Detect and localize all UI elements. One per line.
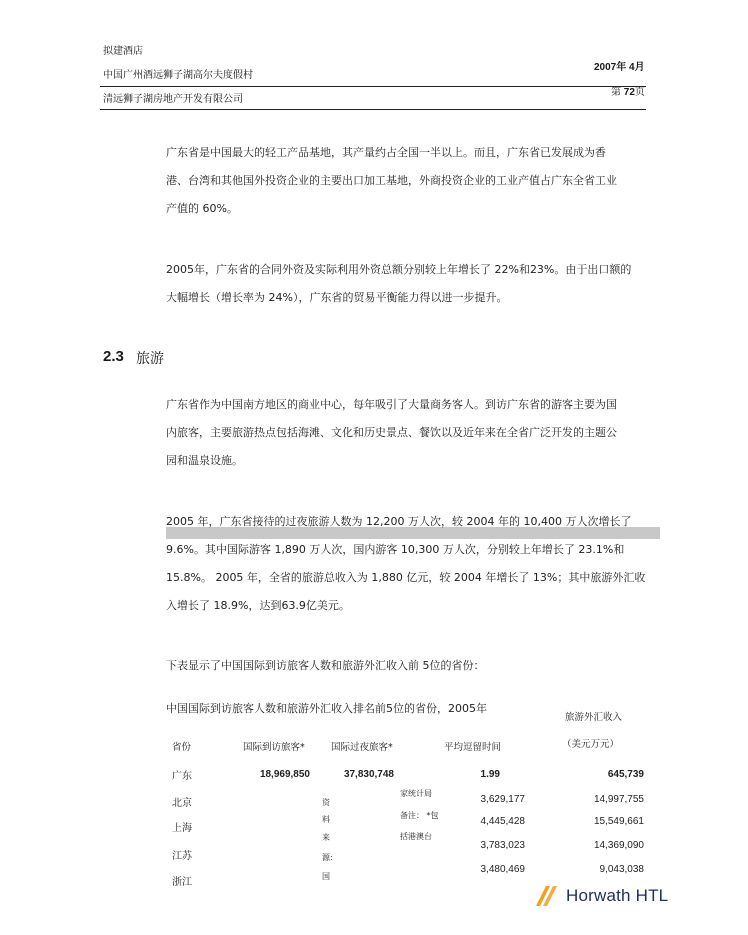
source-note-char: 来 — [322, 833, 330, 842]
paragraph-tourism-stats: 2005 年，广东省接待的过夜旅游人数为 12,200 万人次，较 2004 年的 10,400 万人次增长了 9.6%。其中国际游客 1,890 万人次，国内游客 10,300 万人次，分别较上年增长了 23.1%和 15.8%。 2005 年，全省的旅游总收入为 1,880 亿元，较 2004 年增长了 13%；其中旅游外汇收 入增长了 18.9%，达到63.9亿美元。 — [166, 515, 646, 612]
table-cell-revenue: 9,043,038 — [599, 864, 644, 875]
source-note-char: 资 — [322, 798, 330, 807]
table-row-province: 北京 — [172, 798, 192, 809]
table-remark-extra: 括港澳台 — [400, 832, 432, 841]
table-header-stay: 平均逗留时间 — [444, 742, 502, 753]
paragraph-tourism-intro: 广东省作为中国南方地区的商业中心，每年吸引了大量商务客人。到访广东省的游客主要为国 内旅客，主要旅游热点包括海滩、文化和历史景点、餐饮以及近年来在全省广泛开发的主题公 园和温泉设施。 — [166, 398, 617, 467]
source-note-char: 源: — [322, 853, 333, 862]
table-cell-arrivals: 18,969,850 — [259, 769, 310, 780]
table-cell-overnight: 37,830,748 — [343, 769, 394, 780]
header-company: 清远狮子湖房地产开发有限公司 — [103, 94, 243, 105]
table-cell-stay: 3,480,469 — [480, 864, 525, 875]
paragraph-table-intro: 下表显示了中国国际到访旅客人数和旅游外汇收入前 5位的省份： — [166, 659, 485, 672]
table-cell-stay: 1.99 — [480, 769, 500, 780]
source-note-char: 国 — [322, 872, 330, 881]
table-cell-revenue: 645,739 — [607, 769, 644, 780]
source-note-stats: 家统计局 — [400, 789, 432, 798]
header-project-name: 中国广州酒远狮子湖高尔夫度假村 — [103, 70, 253, 81]
table-cell-revenue: 15,549,661 — [593, 816, 644, 827]
section-title: 旅游 — [136, 351, 164, 367]
header-page-number: 第 72页 — [611, 87, 645, 98]
table-cell-stay: 3,783,023 — [480, 840, 525, 851]
table-row-province: 上海 — [172, 823, 192, 834]
table-header-revenue-unit: （美元万元） — [562, 739, 620, 750]
table-row-province: 浙江 — [172, 877, 192, 888]
table-caption: 中国国际到访旅客人数和旅游外汇收入排名前5位的省份，2005年 — [166, 702, 487, 715]
table-row-province: 广东 — [172, 771, 192, 782]
header-divider — [100, 86, 646, 87]
header-project-type: 拟建酒店 — [103, 46, 143, 57]
header-divider — [100, 109, 646, 110]
horwath-logo-icon — [534, 884, 560, 908]
table-header-overnight: 国际过夜旅客* — [331, 742, 393, 753]
table-header-arrivals: 国际到访旅客* — [243, 742, 305, 753]
table-cell-stay: 3,629,177 — [480, 794, 525, 805]
paragraph-industry: 广东省是中国最大的轻工产品基地，其产量约占全国一半以上。而且，广东省已发展成为香 港、台湾和其他国外投资企业的主要出口加工基地，外商投资企业的工业产值占广东全省工业 产值的 60%。 — [166, 146, 617, 215]
horwath-logo — [534, 884, 668, 908]
table-cell-stay: 4,445,428 — [480, 816, 525, 827]
paragraph-foreign-investment: 2005年，广东省的合同外资及实际利用外资总额分别较上年增长了 22%和23%。由于出口额的 大幅增长（增长率为 24%），广东省的贸易平衡能力得以进一步提升。 — [166, 263, 632, 304]
table-remark: 备注： *包 — [400, 811, 439, 820]
source-note-char: 料 — [322, 815, 330, 824]
table-header-province: 省份 — [172, 742, 192, 753]
table-cell-revenue: 14,997,755 — [593, 794, 644, 805]
table-row-province: 江苏 — [172, 851, 192, 862]
section-number: 2.3 — [103, 348, 124, 365]
horwath-logo-text: Horwath HTL — [566, 886, 669, 905]
header-date: 2007年 4月 — [594, 62, 645, 73]
table-cell-revenue: 14,369,090 — [593, 840, 644, 851]
table-header-revenue: 旅游外汇收入 — [565, 712, 623, 723]
